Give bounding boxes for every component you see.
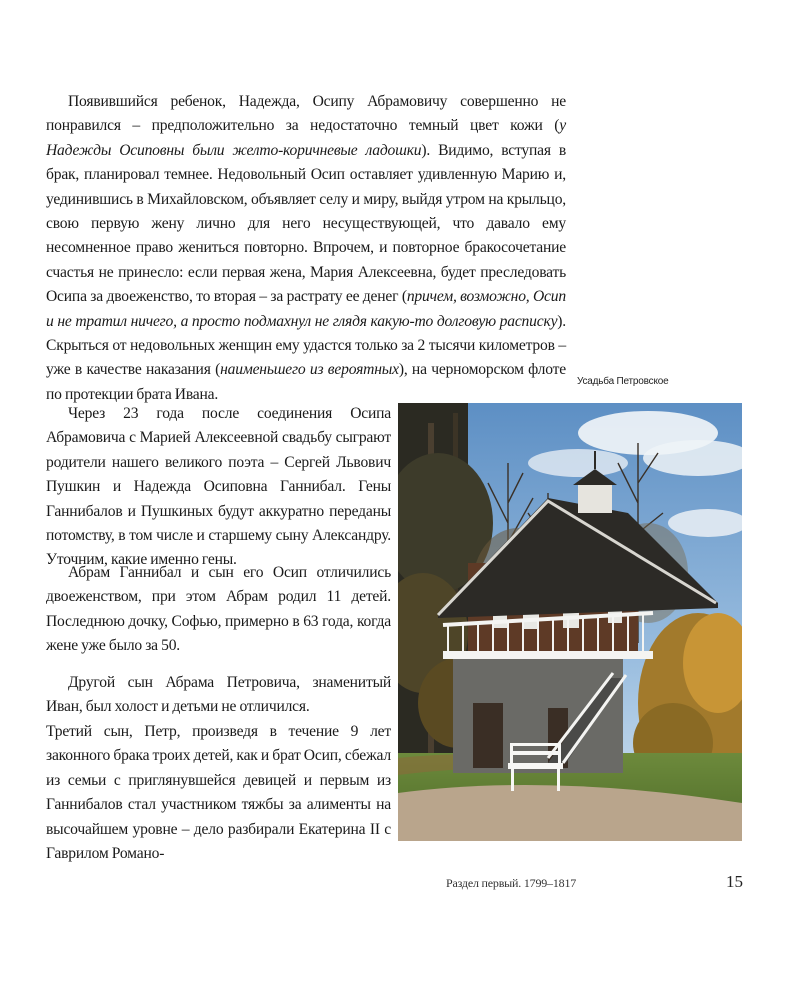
paragraph-1-text-3: ). Скрыться от недовольных женщин ему удастся только за 2 тысячи километров – уже в качестве наказания (: [46, 312, 566, 379]
page-number: 15: [726, 872, 743, 891]
paragraph-2: Через 23 года после соединения Осипа Абрамовича с Марией Алексеевной свадьбу сыграют родители нашего великого поэта – Сергей Львович Пушкин и Надежда Осиповна Ганнибал. Гены Ганнибалов и Пушкиных будут аккуратно переданы потомству, в том числе и старшему сыну Александру. Уточним, какие именно гены.: [46, 405, 391, 569]
paragraph-1-text-1: Появившийся ребенок, Надежда, Осипу Абрамовичу совершенно не понравился – предположительно за недостаточно темный цвет кожи (: [46, 93, 566, 135]
paragraph-4: Другой сын Абрама Петровича, знаменитый Иван, был холост и детьми не отличился.: [46, 674, 391, 716]
running-footer: Раздел первый. 1799–1817: [446, 876, 577, 890]
figure-caption: Усадьба Петровское: [577, 376, 669, 387]
paragraph-1-text-4: ), на черноморском флоте по протекции брата Ивана.: [46, 361, 566, 403]
paragraph-1: [46, 90, 566, 407]
paragraph-5: Третий сын, Петр, произведя в течение 9 лет законного брака троих детей, как и брат Осип, сбежал из семьи с приглянувшейся девицей и первым из Ганнибалов стал участником тяжбы за алименты на высочайшем уровне – дело разбирали Екатерина II с Гаврилом Романо-: [46, 723, 391, 863]
paragraph-1-italic-3: наименьшего из вероятных: [220, 361, 399, 379]
estate-photo: [398, 403, 742, 841]
paragraph-3: Абрам Ганнибал и сын его Осип отличились двоеженством, при этом Абрам родил 11 детей. Последнюю дочку, Софью, примерно в 63 года, когда жене уже было за 50.: [46, 564, 391, 655]
paragraph-1-italic-1: у Надежды Осиповны были желто-коричневые ладошки: [46, 117, 566, 159]
paragraph-1-text-2: ). Видимо, вступая в брак, планировал темнее. Недовольный Осип оставляет удивленную Марию и, уединившись в Михайловском, объявляет селу и миру, выйдя утром на крыльцо, свою первую жену лично для него несуществующей, что давало ему несомненное право жениться повторно. Впрочем, и повторное бракосочетание счастья не принесло: если первая жена, Мария Алексеевна, будет преследовать Осипа за двоеженство, то вторая – за растрату ее денег (: [46, 141, 566, 306]
paragraph-1-italic-2: причем, возможно, Осип и не тратил ничего, а просто подмахнул не глядя какую-то долговую расписку: [46, 288, 566, 330]
